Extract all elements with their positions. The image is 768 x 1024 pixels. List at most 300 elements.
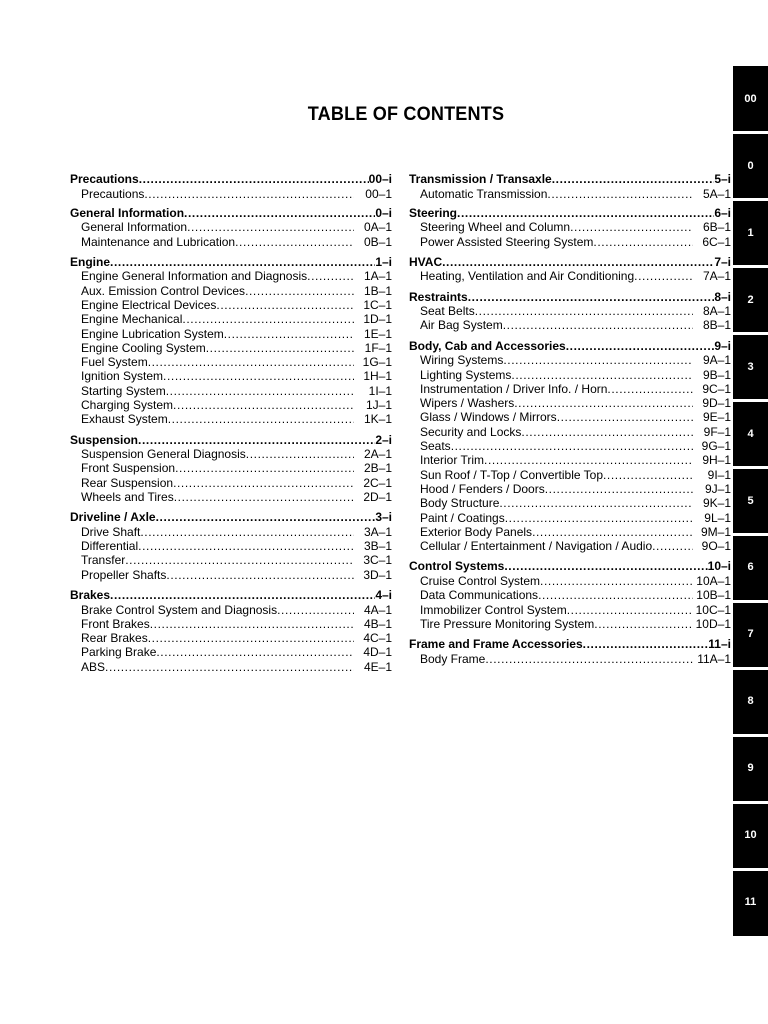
dot-leader	[110, 588, 375, 603]
dot-leader	[307, 269, 354, 283]
entry-label: Wheels and Tires	[81, 490, 174, 505]
entry-label: Precautions	[81, 186, 145, 201]
toc-entry[interactable]	[409, 511, 731, 525]
tab-divider	[733, 734, 768, 737]
toc-entry[interactable]	[70, 525, 392, 539]
dot-leader	[184, 206, 375, 221]
section-title: Steering	[409, 205, 458, 220]
toc-entry[interactable]	[409, 353, 731, 367]
dot-leader	[148, 355, 354, 369]
section-page: 2–i	[375, 432, 392, 447]
dot-leader	[540, 574, 693, 588]
toc-entry[interactable]	[409, 269, 731, 283]
entry-label: Interior Trim	[420, 453, 485, 468]
entry-label: Differential	[81, 539, 139, 554]
entry-label: Transfer	[81, 553, 126, 568]
toc-entry[interactable]	[409, 410, 731, 424]
dot-leader	[634, 269, 693, 283]
dot-leader	[175, 461, 354, 475]
dot-leader	[174, 490, 354, 504]
tab-divider	[733, 667, 768, 670]
toc-entry[interactable]	[70, 617, 392, 631]
entry-label: Cellular / Entertainment / Navigation / Audio	[420, 539, 653, 554]
entry-page: 9C–1	[702, 381, 731, 396]
dot-leader	[138, 539, 354, 553]
section-heading[interactable]	[409, 255, 731, 270]
tab-divider	[733, 265, 768, 268]
section-page: 1–i	[375, 254, 392, 269]
entry-page: 8B–1	[702, 318, 731, 333]
entry-label: Propeller Shafts	[81, 567, 167, 582]
entry-page: 1H–1	[363, 369, 392, 384]
toc-entry[interactable]	[70, 220, 392, 234]
entry-page: 3A–1	[363, 524, 392, 539]
section-page: 7–i	[714, 254, 731, 269]
dot-leader	[485, 652, 693, 666]
toc-section	[70, 510, 392, 582]
toc-entry[interactable]	[409, 496, 731, 510]
toc-section	[70, 588, 392, 674]
toc-entry[interactable]	[70, 284, 392, 298]
dot-leader	[503, 353, 693, 367]
section-heading[interactable]	[70, 588, 392, 603]
toc-entry[interactable]	[70, 235, 392, 249]
section-heading[interactable]	[409, 206, 731, 221]
entry-label: Cruise Control System	[420, 573, 541, 588]
dot-leader	[442, 255, 714, 270]
dot-leader	[503, 318, 693, 332]
section-tab[interactable]: 10	[744, 829, 757, 842]
toc-entry[interactable]	[409, 574, 731, 588]
toc-section	[70, 255, 392, 427]
toc-entry[interactable]	[409, 603, 731, 617]
tab-divider	[733, 131, 768, 134]
dot-leader	[484, 453, 693, 467]
entry-label: Engine Lubrication System	[81, 326, 224, 341]
entry-label: General Information	[81, 220, 188, 235]
section-tab[interactable]: 5	[747, 494, 754, 507]
section-page: 8–i	[714, 289, 731, 304]
entry-label: Rear Brakes	[81, 631, 148, 646]
dot-leader	[475, 304, 693, 318]
page-title: TABLE OF CONTENTS	[307, 104, 505, 125]
dot-leader	[110, 255, 375, 270]
entry-label: Engine Mechanical	[81, 312, 183, 327]
entry-label: Charging System	[81, 398, 174, 413]
entry-page: 11A–1	[697, 651, 731, 666]
entry-label: Tire Pressure Monitoring System	[420, 616, 595, 631]
tab-divider	[733, 198, 768, 201]
tab-divider	[733, 600, 768, 603]
dot-leader	[570, 220, 693, 234]
dot-leader	[173, 476, 354, 490]
toc-entry[interactable]	[70, 461, 392, 475]
dot-leader	[521, 425, 693, 439]
section-page: 6–i	[714, 205, 731, 220]
entry-page: 0B–1	[363, 234, 392, 249]
entry-page: 9E–1	[702, 410, 731, 425]
entry-label: Front Brakes	[81, 616, 150, 631]
section-title: Control Systems	[409, 559, 505, 574]
entry-page: 9A–1	[702, 353, 731, 368]
toc-section	[409, 255, 731, 284]
section-heading[interactable]	[70, 510, 392, 525]
toc-entry[interactable]	[70, 553, 392, 567]
entry-page: 1G–1	[362, 355, 392, 370]
tab-divider	[733, 533, 768, 536]
entry-label: Wiring Systems	[420, 353, 504, 368]
entry-label: Immobilizer Control System	[420, 602, 567, 617]
dot-leader	[245, 284, 354, 298]
tab-divider	[733, 801, 768, 804]
entry-page: 4E–1	[363, 659, 392, 674]
toc-section	[409, 559, 731, 631]
entry-page: 4A–1	[363, 602, 392, 617]
section-tab[interactable]: 6	[747, 561, 754, 574]
entry-label: Seats	[420, 439, 451, 454]
dot-leader	[583, 637, 709, 652]
toc-entry[interactable]	[70, 412, 392, 426]
entry-page: 10C–1	[695, 602, 731, 617]
toc-entry[interactable]	[70, 355, 392, 369]
dot-leader	[593, 235, 693, 249]
entry-label: Exterior Body Panels	[420, 524, 533, 539]
section-tab[interactable]: 3	[747, 360, 754, 373]
dot-leader	[139, 172, 369, 187]
toc-entry[interactable]	[70, 384, 392, 398]
tab-divider	[733, 466, 768, 469]
entry-page: 10B–1	[696, 588, 731, 603]
dot-leader	[511, 368, 693, 382]
dot-leader	[468, 290, 715, 305]
entry-label: Paint / Coatings	[420, 510, 505, 525]
section-title: Restraints	[409, 289, 468, 304]
entry-page: 6C–1	[702, 234, 731, 249]
entry-page: 4D–1	[363, 645, 392, 660]
dot-leader	[545, 482, 693, 496]
section-tab[interactable]: 2	[747, 293, 754, 306]
section-page: 4–i	[375, 588, 392, 603]
entry-label: Power Assisted Steering System	[420, 234, 594, 249]
entry-page: 2A–1	[363, 447, 392, 462]
toc-entry[interactable]	[70, 539, 392, 553]
section-page: 0–i	[375, 205, 392, 220]
section-title: HVAC	[409, 254, 443, 269]
entry-page: 9D–1	[702, 396, 731, 411]
toc-left-column	[70, 172, 392, 674]
section-page: 10–i	[707, 559, 731, 574]
toc-section	[409, 339, 731, 554]
dot-leader	[246, 447, 354, 461]
toc-entry[interactable]	[409, 525, 731, 539]
entry-page: 9F–1	[703, 424, 731, 439]
entry-page: 9K–1	[702, 496, 731, 511]
entry-label: Instrumentation / Driver Info. / Horn	[420, 381, 608, 396]
dot-leader	[457, 206, 714, 221]
entry-page: 2C–1	[363, 475, 392, 490]
section-tab[interactable]: 11	[744, 896, 757, 909]
entry-page: 3D–1	[363, 567, 392, 582]
dot-leader	[603, 468, 693, 482]
toc-section	[409, 172, 731, 201]
toc-entry[interactable]	[70, 447, 392, 461]
dot-leader	[566, 339, 715, 354]
tab-divider	[733, 399, 768, 402]
toc-entry[interactable]	[409, 187, 731, 201]
toc-entry[interactable]	[70, 269, 392, 283]
entry-label: Brake Control System and Diagnosis	[81, 602, 278, 617]
entry-page: 1E–1	[363, 326, 392, 341]
entry-label: Security and Locks	[420, 424, 522, 439]
entry-page: 9H–1	[702, 453, 731, 468]
entry-page: 1B–1	[363, 283, 392, 298]
section-tab[interactable]: 0	[747, 159, 754, 172]
dot-leader	[138, 433, 375, 448]
section-heading[interactable]	[409, 172, 731, 187]
dot-leader	[552, 172, 715, 187]
entry-label: Data Communications	[420, 588, 539, 603]
dot-leader	[532, 525, 693, 539]
entry-page: 6B–1	[702, 220, 731, 235]
dot-leader	[594, 617, 693, 631]
dot-leader	[156, 645, 354, 659]
entry-label: Suspension General Diagnosis	[81, 447, 246, 462]
entry-label: ABS	[81, 659, 106, 674]
section-tab[interactable]: 1	[747, 226, 754, 239]
entry-page: 2D–1	[363, 490, 392, 505]
entry-page: 10A–1	[696, 573, 731, 588]
entry-label: Steering Wheel and Column	[420, 220, 571, 235]
toc-entry[interactable]	[70, 660, 392, 674]
dot-leader	[504, 559, 707, 574]
entry-label: Engine Electrical Devices	[81, 297, 217, 312]
toc-section	[70, 206, 392, 249]
tab-divider	[733, 868, 768, 871]
section-tab-strip	[733, 66, 768, 936]
toc-entry[interactable]	[70, 631, 392, 645]
toc-entry[interactable]	[70, 490, 392, 504]
toc-entry[interactable]	[70, 312, 392, 326]
section-page: 00–i	[368, 172, 392, 186]
entry-label: Aux. Emission Control Devices	[81, 283, 246, 298]
toc-entry[interactable]	[70, 187, 392, 201]
entry-label: Maintenance and Lubrication	[81, 234, 236, 249]
section-heading[interactable]	[70, 433, 392, 448]
entry-page: 1I–1	[368, 383, 392, 398]
toc-entry[interactable]	[409, 588, 731, 602]
entry-page: 1D–1	[363, 312, 392, 327]
dot-leader	[499, 496, 693, 510]
tab-divider	[733, 332, 768, 335]
dot-leader	[105, 660, 354, 674]
section-tab[interactable]: 7	[747, 628, 754, 641]
toc-entry[interactable]	[409, 318, 731, 332]
dot-leader	[150, 617, 354, 631]
section-title: Brakes	[70, 588, 111, 603]
toc-entry[interactable]	[70, 327, 392, 341]
section-tab[interactable]: 8	[747, 695, 754, 708]
dot-leader	[187, 220, 354, 234]
entry-label: Ignition System	[81, 369, 164, 384]
toc-entry[interactable]	[409, 617, 731, 631]
section-title: Body, Cab and Accessories	[409, 338, 566, 353]
dot-leader	[224, 327, 354, 341]
section-title: Frame and Frame Accessories	[409, 637, 583, 652]
section-heading[interactable]	[409, 290, 731, 305]
entry-label: Starting System	[81, 383, 166, 398]
dot-leader	[156, 510, 376, 525]
section-page: 11–i	[708, 637, 731, 652]
section-title: Engine	[70, 254, 111, 269]
dot-leader	[216, 298, 354, 312]
dot-leader	[451, 439, 693, 453]
entry-label: Body Structure	[420, 496, 500, 511]
section-tab[interactable]: 00	[744, 93, 757, 105]
dot-leader	[182, 312, 354, 326]
toc-right-column	[409, 172, 731, 666]
toc-section	[409, 206, 731, 249]
entry-label: Front Suspension	[81, 461, 176, 476]
entry-page: 2B–1	[363, 461, 392, 476]
dot-leader	[148, 631, 354, 645]
entry-page: 3C–1	[363, 553, 392, 568]
dot-leader	[140, 525, 354, 539]
toc-section	[409, 637, 731, 666]
section-heading[interactable]	[409, 559, 731, 574]
entry-page: 1A–1	[363, 269, 392, 284]
toc-entry[interactable]	[409, 304, 731, 318]
entry-page: 00–1	[365, 186, 392, 201]
entry-page: 9O–1	[701, 539, 731, 554]
dot-leader	[168, 412, 354, 426]
toc-section	[409, 290, 731, 333]
toc-entry[interactable]	[409, 453, 731, 467]
entry-page: 0A–1	[363, 220, 392, 235]
entry-page: 9J–1	[704, 481, 731, 496]
section-tab[interactable]: 4	[747, 427, 754, 440]
toc-entry[interactable]	[409, 382, 731, 396]
toc-section	[70, 433, 392, 505]
toc-entry[interactable]	[70, 476, 392, 490]
entry-page: 1K–1	[363, 412, 392, 427]
entry-page: 8A–1	[702, 304, 731, 319]
entry-page: 4B–1	[363, 616, 392, 631]
entry-label: Sun Roof / T-Top / Convertible Top	[420, 467, 603, 482]
section-page: 5–i	[714, 172, 731, 186]
entry-page: 1C–1	[363, 297, 392, 312]
toc-entry[interactable]	[70, 341, 392, 355]
entry-page: 5A–1	[702, 186, 731, 201]
dot-leader	[277, 603, 354, 617]
entry-page: 1F–1	[364, 340, 392, 355]
toc-entry[interactable]	[409, 235, 731, 249]
section-heading[interactable]	[409, 637, 731, 652]
entry-page: 10D–1	[695, 616, 731, 631]
toc-entry[interactable]	[70, 603, 392, 617]
entry-label: Lighting Systems	[420, 367, 512, 382]
dot-leader	[206, 341, 354, 355]
dot-leader	[235, 235, 354, 249]
section-heading[interactable]	[70, 206, 392, 221]
entry-page: 7A–1	[702, 269, 731, 284]
entry-page: 1J–1	[365, 398, 392, 413]
dot-leader	[166, 384, 354, 398]
entry-label: Drive Shaft	[81, 524, 141, 539]
entry-label: Parking Brake	[81, 645, 157, 660]
dot-leader	[538, 588, 693, 602]
toc-section	[70, 172, 392, 201]
section-page: 9–i	[714, 338, 731, 353]
dot-leader	[607, 382, 693, 396]
toc-entry[interactable]	[70, 398, 392, 412]
entry-page: 9B–1	[702, 367, 731, 382]
entry-page: 9G–1	[701, 439, 731, 454]
toc-entry[interactable]	[70, 645, 392, 659]
section-title: Transmission / Transaxle	[409, 172, 552, 186]
toc-entry[interactable]	[70, 568, 392, 582]
entry-label: Fuel System	[81, 355, 148, 370]
dot-leader	[125, 553, 354, 567]
dot-leader	[567, 603, 693, 617]
entry-label: Engine Cooling System	[81, 340, 206, 355]
entry-label: Wipers / Washers	[420, 396, 515, 411]
toc-entry[interactable]	[70, 298, 392, 312]
toc-entry[interactable]	[409, 396, 731, 410]
entry-label: Seat Belts	[420, 304, 475, 319]
entry-label: Body Frame	[420, 651, 486, 666]
entry-label: Automatic Transmission	[420, 186, 548, 201]
entry-label: Glass / Windows / Mirrors	[420, 410, 557, 425]
toc-entry[interactable]	[409, 439, 731, 453]
dot-leader	[173, 398, 354, 412]
entry-label: Hood / Fenders / Doors	[420, 481, 545, 496]
dot-leader	[557, 410, 693, 424]
dot-leader	[652, 539, 693, 553]
entry-label: Air Bag System	[420, 318, 503, 333]
entry-page: 9L–1	[704, 510, 731, 525]
dot-leader	[505, 511, 693, 525]
section-tab[interactable]: 9	[747, 762, 754, 775]
entry-label: Exhaust System	[81, 412, 168, 427]
toc-entry[interactable]	[409, 539, 731, 553]
toc-entry[interactable]	[409, 425, 731, 439]
section-page: 3–i	[375, 510, 392, 525]
toc-entry[interactable]	[409, 468, 731, 482]
dot-leader	[514, 396, 693, 410]
toc-entry[interactable]	[409, 482, 731, 496]
entry-label: Heating, Ventilation and Air Conditioning	[420, 269, 635, 284]
section-heading[interactable]	[70, 172, 392, 187]
section-heading[interactable]	[70, 255, 392, 270]
toc-entry[interactable]	[409, 368, 731, 382]
entry-label: Engine General Information and Diagnosis	[81, 269, 308, 284]
section-heading[interactable]	[409, 339, 731, 354]
section-title: Precautions	[70, 172, 139, 186]
entry-page: 9I–1	[707, 467, 731, 482]
dot-leader	[163, 369, 354, 383]
toc-entry[interactable]	[409, 220, 731, 234]
entry-page: 4C–1	[363, 631, 392, 646]
section-title: Driveline / Axle	[70, 510, 156, 525]
entry-label: Rear Suspension	[81, 475, 174, 490]
section-title: Suspension	[70, 432, 139, 447]
dot-leader	[547, 187, 693, 201]
section-title: General Information	[70, 205, 185, 220]
toc-entry[interactable]	[70, 369, 392, 383]
toc-entry[interactable]	[409, 652, 731, 666]
entry-page: 3B–1	[363, 539, 392, 554]
entry-page: 9M–1	[700, 524, 731, 539]
